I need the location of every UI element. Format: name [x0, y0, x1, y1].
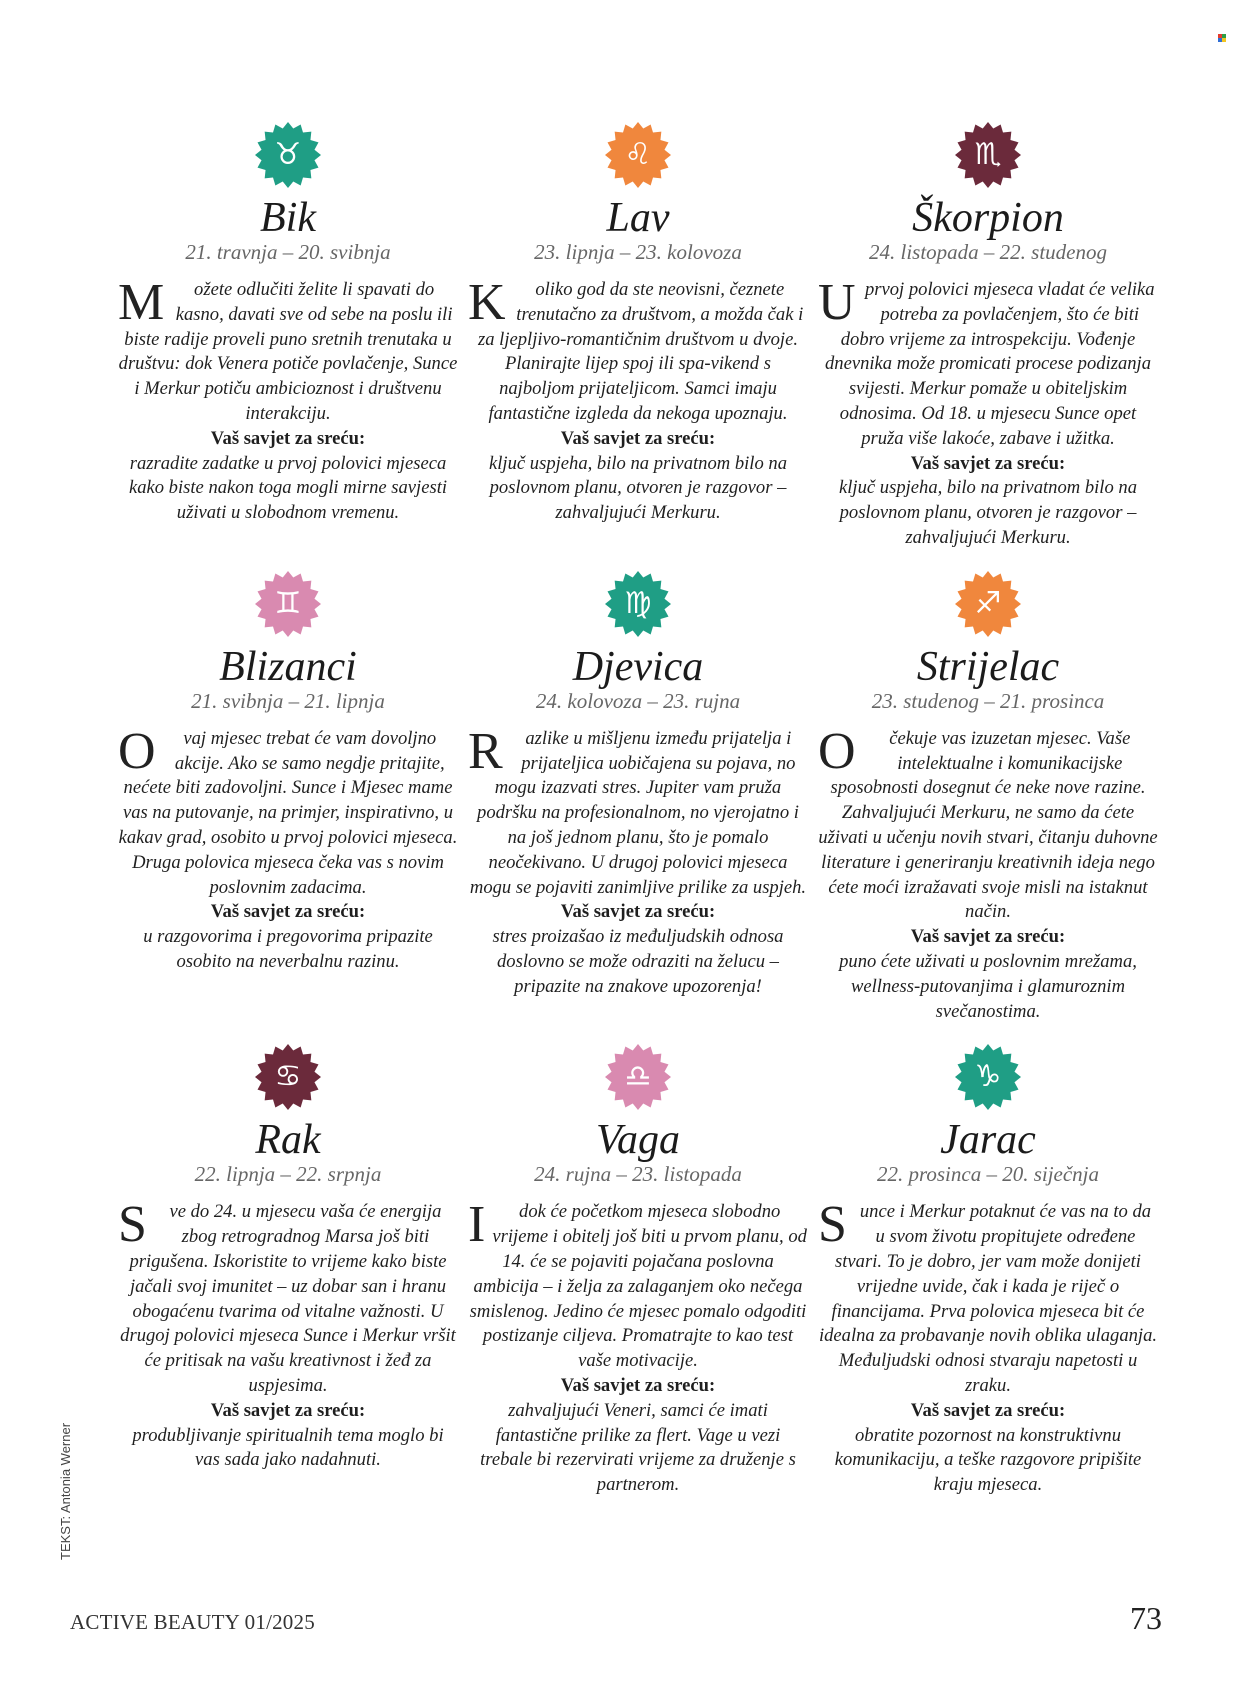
- zodiac-glyph: ♏: [974, 137, 1002, 172]
- sign-forecast: [818, 1196, 1158, 1398]
- forecast-text: prvoj polovici mjeseca vladat će velika potreba za povlačenjem, što će biti dobro vrijeme za introspekciju. Vođenje dnevnika može promicati procese podizanja svijesti. Merkur pomaže u obiteljskim odnosima. Od 18. u mjesecu Sunce opet pruža više lakoće, zabave i užitka.: [824, 279, 1155, 449]
- capricorn-icon: [955, 1044, 1021, 1110]
- forecast-text: unce i Merkur potaknut će vas na to da u svom životu propitujete određene stvari. To je dobro, jer vam može donijeti vrijedne uvide, čak i kada je riječ o financijama. Prva polovica mjeseca bit će idealna za probavanje novih oblika ulaganja. Međuljudski odnosi stvaraju napetosti u zraku.: [818, 1201, 1158, 1396]
- sign-row: [118, 1044, 1158, 1498]
- sign-rak: [118, 1044, 458, 1498]
- zodiac-glyph: ♎: [624, 1059, 652, 1095]
- zodiac-glyph: ♋: [274, 1059, 302, 1095]
- sign-forecast: [468, 274, 808, 427]
- sign-forecast: [118, 722, 458, 901]
- gemini-icon: [255, 571, 321, 637]
- horoscope-grid: [118, 122, 1158, 1518]
- forecast-text: čekuje vas izuzetan mjesec. Vaše intelektualne i komunikacijske sposobnosti dosegnut će neke nove razine. Zahvaljujući Merkuru, ne samo da ćete uživati u učenju novih stvari, čitanju duhovne literature i generiranju kreativnih ideja nego ćete moći izražavati svoje misli na istaknut način.: [818, 727, 1158, 923]
- tip-text: u razgovorima i pregovorima pripazite osobito na neverbalnu razinu.: [143, 926, 433, 972]
- tip-label: Vaš savjet za sreću:: [560, 1374, 716, 1396]
- tip-label: Vaš savjet za sreću:: [910, 926, 1066, 948]
- sign-dates: 22. lipnja – 22. srpnja: [194, 1162, 382, 1187]
- sign-forecast: [818, 722, 1158, 925]
- sign-dates: 21. travnja – 20. svibnja: [185, 240, 391, 264]
- zodiac-glyph: ♐: [974, 585, 1002, 621]
- zodiac-glyph: ♊: [274, 585, 302, 621]
- sign-name: Lav: [606, 195, 670, 241]
- sign-forecast: [118, 274, 458, 427]
- sign-dates: 23. studenog – 21. prosinca: [871, 688, 1105, 713]
- drop-cap: I: [468, 1196, 486, 1254]
- forecast-text: vaj mjesec trebat će vam dovoljno akcije. Ako se samo negdje pritajite, nećete biti zadovoljni. Sunce i Mjesec mame vas na putovanje, na primjer, inspirativno, u kakav grad, osobito u prvoj polovici mjeseca. Druga polovica mjeseca čeka vas s novim poslovnim zadacima.: [118, 727, 458, 898]
- taurus-icon: [255, 122, 321, 188]
- tip-text: obratite pozornost na konstruktivnu komunikaciju, a teške razgovore pripišite kraju mjeseca.: [834, 1424, 1142, 1496]
- drop-cap: S: [118, 1196, 147, 1254]
- drop-cap: R: [468, 722, 503, 780]
- tip-text: puno ćete uživati u poslovnim mrežama, wellness-putovanjima i glamuroznim svečanostima.: [839, 950, 1137, 1022]
- zodiac-glyph: ♌: [624, 137, 652, 172]
- sign-name: Bik: [260, 195, 316, 241]
- sign-vaga: [468, 1044, 808, 1498]
- magazine-issue: ACTIVE BEAUTY 01/2025: [70, 1610, 315, 1634]
- tip-label: Vaš savjet za sreću:: [210, 901, 366, 923]
- drop-cap: S: [818, 1196, 847, 1254]
- tip-text: ključ uspjeha, bilo na privatnom bilo na poslovnom planu, otvoren je razgovor – zahvaljujući Merkuru.: [839, 477, 1137, 548]
- sign-škorpion: [818, 122, 1158, 551]
- sign-bik: [118, 122, 458, 551]
- drop-cap: O: [118, 722, 156, 780]
- virgo-icon: [605, 571, 671, 637]
- sign-dates: 24. rujna – 23. listopada: [534, 1162, 742, 1187]
- sign-strijelac: [818, 571, 1158, 1025]
- sign-name: Strijelac: [916, 643, 1060, 690]
- sign-name: Jarac: [940, 1117, 1036, 1164]
- sign-name: Vaga: [596, 1117, 680, 1164]
- libra-icon: [605, 1044, 671, 1110]
- tip-label: Vaš savjet za sreću:: [560, 901, 716, 923]
- drop-cap: U: [818, 274, 856, 331]
- sign-dates: 21. svibnja – 21. lipnja: [191, 688, 385, 713]
- forecast-text: dok će početkom mjeseca slobodno vrijeme i obitelj još biti u prvom planu, od 14. će se pojaviti pojačana poslovna ambicija – i želja za zalaganjem oko nečega smislenog. Jedino će mjesec pomalo odgoditi postizanje ciljeva. Promatrajte to kao test vaše motivacije.: [469, 1201, 807, 1372]
- sign-lav: [468, 122, 808, 551]
- zodiac-glyph: ♉: [274, 137, 302, 172]
- tip-label: Vaš savjet za sreću:: [210, 427, 366, 449]
- drop-cap: O: [818, 722, 856, 780]
- sign-forecast: [468, 1196, 808, 1374]
- tip-label: Vaš savjet za sreću:: [910, 452, 1066, 474]
- sagittarius-icon: [955, 571, 1021, 637]
- tip-text: produbljivanje spiritualnih tema moglo bi vas sada jako nadahnuti.: [132, 1424, 444, 1471]
- sign-row: [118, 571, 1158, 1025]
- sign-jarac: [818, 1044, 1158, 1498]
- scorpio-icon: [955, 122, 1021, 188]
- tip-text: stres proizašao iz međuljudskih odnosa doslovno se može odraziti na želucu – pripazite na znakove upozorenja!: [492, 926, 784, 997]
- tip-label: Vaš savjet za sreću:: [210, 1399, 366, 1421]
- forecast-text: ve do 24. u mjesecu vaša će energija zbog retrogradnog Marsa još biti prigušena. Iskoristite to vrijeme kako biste jačali svoj imunitet – uz dobar san i hranu obogaćenu tvarima od vitalne važnosti. U drugoj polovici mjeseca Sunce i Merkur vršit će pritisak na vašu kreativnost i žeđ za uspjesima.: [120, 1201, 456, 1396]
- sign-dates: 24. kolovoza – 23. rujna: [535, 688, 741, 713]
- sign-row: [118, 122, 1158, 551]
- zodiac-glyph: ♍: [624, 585, 652, 621]
- sign-name: Rak: [255, 1117, 321, 1164]
- zodiac-glyph: ♑: [974, 1059, 1002, 1095]
- sign-forecast: [118, 1196, 458, 1398]
- sign-name: Blizanci: [219, 643, 357, 690]
- sign-forecast: [818, 274, 1158, 452]
- forecast-text: ožete odlučiti želite li spavati do kasno, davati sve od sebe na poslu ili biste radije proveli puno sretnih trenutaka u društvu: dok Venera potiče povlačenje, Sunce i Merkur potiču ambicioznost i društvenu interakciju.: [118, 279, 458, 424]
- tip-text: razradite zadatke u prvoj polovici mjeseca kako biste nakon toga mogli mirne savjesti uživati u slobodnom vremenu.: [128, 452, 448, 524]
- tip-text: zahvaljujući Veneri, samci će imati fantastične prilike za flert. Vage u vezi trebale bi rezervirati vrijeme za druženje s partnerom.: [480, 1399, 796, 1496]
- corner-color-mark: [1218, 34, 1226, 42]
- sign-blizanci: [118, 571, 458, 1025]
- tip-label: Vaš savjet za sreću:: [910, 1399, 1066, 1421]
- sign-name: Djevica: [572, 643, 704, 690]
- sign-forecast: [468, 722, 808, 901]
- sign-dates: 22. prosinca – 20. siječnja: [876, 1162, 1100, 1187]
- sign-dates: 23. lipnja – 23. kolovoza: [534, 240, 742, 264]
- cancer-icon: [255, 1044, 321, 1110]
- forecast-text: oliko god da ste neovisni, čeznete trenutačno za društvom, a možda čak i za ljepljivo-romantičnim društvom u dvoje. Planirajte lijep spoj ili spa-vikend s najboljom prijateljicom. Samci imaju fantastične izgleda da nekoga upoznaju.: [477, 279, 804, 424]
- drop-cap: M: [118, 274, 165, 331]
- leo-icon: [605, 122, 671, 188]
- author-credit: TEKST: Antonia Werner: [58, 1422, 73, 1560]
- drop-cap: K: [468, 274, 506, 331]
- sign-dates: 24. listopada – 22. studenog: [868, 240, 1107, 264]
- page-number: 73: [1130, 1600, 1162, 1636]
- tip-text: ključ uspjeha, bilo na privatnom bilo na poslovnom planu, otvoren je razgovor – zahvaljujući Merkuru.: [489, 452, 787, 524]
- tip-label: Vaš savjet za sreću:: [560, 427, 716, 449]
- sign-name: Škorpion: [912, 195, 1064, 241]
- sign-djevica: [468, 571, 808, 1025]
- forecast-text: azlike u mišljenu između prijatelja i prijateljica uobičajena su pojava, no mogu izazvati stres. Jupiter vam pruža podršku na profesionalnom, no vjerojatno i na još jednom planu, što je pomalo neočekivano. U drugoj polovici mjeseca mogu se pojaviti zanimljive prilike za uspjeh.: [469, 727, 807, 898]
